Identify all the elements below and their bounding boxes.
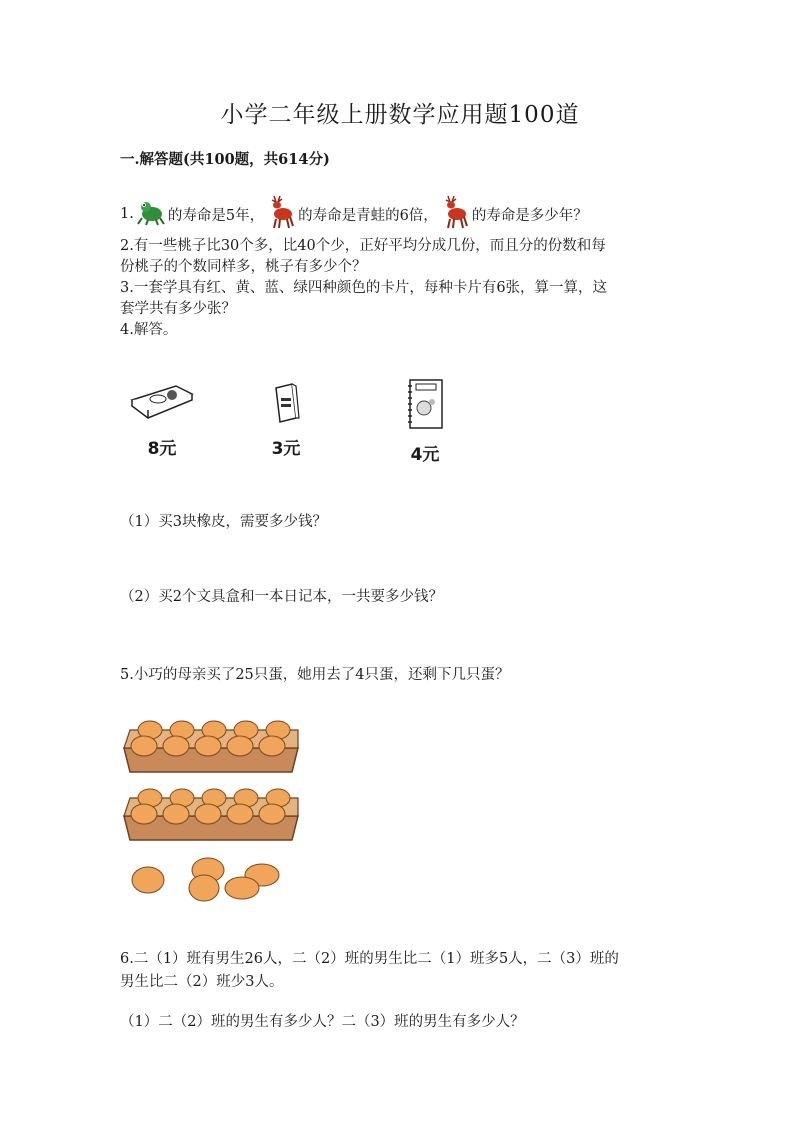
deer-icon [440, 194, 470, 234]
section-header: 一.解答题(共100题，共614分) [120, 151, 330, 168]
deer-icon [266, 194, 296, 234]
question-number: 1. [120, 206, 134, 222]
price-item-eraser [268, 378, 304, 459]
price-item-notebook [404, 378, 446, 465]
question-4-sub-1: （1）买3块橡皮，需要多少钱？ [120, 514, 327, 530]
price-label: 8元 [147, 439, 177, 459]
question-4: 4.解答。 [120, 322, 178, 338]
question-5: 5.小巧的母亲买了25只蛋，她用去了4只蛋，还剩下几只蛋？ [120, 667, 510, 683]
question-1 [120, 194, 588, 234]
question-6-sub-1: （1）二（2）班的男生有多少人？二（3）班的男生有多少人？ [120, 1014, 525, 1030]
question-2-line-2: 份桃子的个数同样多，桃子有多少个？ [120, 259, 367, 275]
question-6-line-2: 男生比二（2）班少3人。 [120, 974, 284, 990]
q1-text-1: 的寿命是5年， [167, 207, 265, 224]
eraser-icon [268, 411, 304, 430]
q1-text-2: 的寿命是青蛙的6倍， [298, 207, 438, 224]
question-3-line-1: 3.一套学具有红、黄、蓝、绿四种颜色的卡片，每种卡片有6张，算一算，这 [120, 280, 608, 296]
price-label: 3元 [271, 439, 301, 459]
q1-text-3: 的寿命是多少年？ [471, 207, 588, 224]
question-4-sub-2: （2）买2个文具盒和一本日记本，一共要多少钱？ [120, 589, 443, 605]
question-6-line-1: 6.二（1）班有男生26人，二（2）班的男生比二（1）班多5人，二（3）班的 [120, 951, 619, 967]
notebook-icon [404, 417, 446, 436]
price-label: 4元 [410, 445, 440, 465]
egg-cartons-icon [120, 712, 320, 912]
pencil-box-icon [128, 411, 196, 430]
page-title: 小学二年级上册数学应用题100道 [220, 102, 580, 128]
stationery-prices [120, 378, 480, 468]
question-2-line-1: 2.有一些桃子比30个多，比40个少，正好平均分成几份，而且分的份数和每 [120, 238, 606, 254]
frog-icon [136, 198, 166, 230]
question-3-line-2: 套学共有多少张？ [120, 301, 236, 317]
price-item-pencil-box [128, 378, 196, 459]
